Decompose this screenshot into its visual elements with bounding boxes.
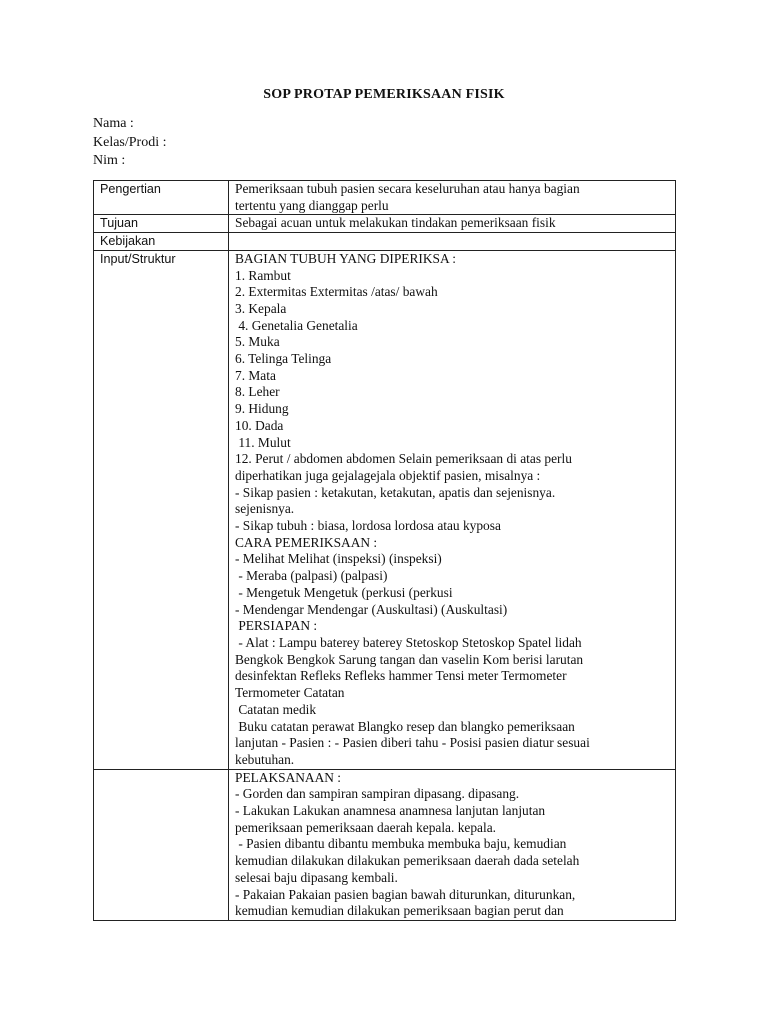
row-value-kebijakan <box>229 233 676 251</box>
text-line: 8. Leher <box>235 384 280 400</box>
text-line: 5. Muka <box>235 334 280 350</box>
text-line: kebutuhan. <box>235 751 295 767</box>
row-value-pengertian <box>229 181 676 215</box>
text-line: Catatan medik <box>235 701 317 717</box>
row-label-tujuan: Tujuan <box>94 215 229 233</box>
text-line: lanjutan - Pasien : - Pasien diberi tahu - Posisi pasien diatur sesuai <box>235 735 590 751</box>
identity-fields <box>93 115 167 171</box>
text-line: 9. Hidung <box>235 401 289 417</box>
row-label-kebijakan: Kebijakan <box>94 233 229 251</box>
text-line: - Meraba (palpasi) (palpasi) <box>235 568 388 584</box>
row-label-input-struktur: Input/Struktur <box>94 250 229 769</box>
row-label-pengertian: Pengertian <box>94 181 229 215</box>
text-line: - Mendengar Mendengar (Auskultasi) (Auskultasi) <box>235 601 508 617</box>
text-line: - Sikap tubuh : biasa, lordosa lordosa atau kyposa <box>235 518 501 534</box>
nim-field: Nim : <box>93 153 126 168</box>
text-line: sejenisnya. <box>235 501 295 517</box>
text-line: kemudian kemudian dilakukan pemeriksaan bagian perut dan <box>235 903 564 919</box>
text-line: - Sikap pasien : ketakutan, ketakutan, apatis dan sejenisnya. <box>235 484 556 500</box>
text-line: PELAKSANAAN : <box>235 769 342 785</box>
row-input-struktur <box>94 250 676 769</box>
text-line: - Gorden dan sampiran sampiran dipasang. dipasang. <box>235 786 520 802</box>
text-line: - Melihat Melihat (inspeksi) (inspeksi) <box>235 551 442 567</box>
text-line: selesai baju dipasang kembali. <box>235 869 398 885</box>
row-pelaksanaan <box>94 769 676 920</box>
text-line: BAGIAN TUBUH YANG DIPERIKSA : <box>235 250 456 266</box>
text-line: kemudian dilakukan dilakukan pemeriksaan daerah dada setelah <box>235 853 580 869</box>
text-line: 11. Mulut <box>235 434 291 450</box>
row-label-pelaksanaan <box>94 769 229 920</box>
text-line: - Alat : Lampu baterey baterey Stetoskop Stetoskop Spatel lidah <box>235 634 582 650</box>
text-line: CARA PEMERIKSAAN : <box>235 534 378 550</box>
row-pengertian <box>94 181 676 215</box>
text-line: Pemeriksaan tubuh pasien secara keseluruhan atau hanya bagian <box>235 181 580 196</box>
text-line: 7. Mata <box>235 367 276 383</box>
kelas-prodi-field: Kelas/Prodi : <box>93 134 167 150</box>
sop-table <box>93 180 676 921</box>
text-line: 4. Genetalia Genetalia <box>235 317 358 333</box>
text-line: Termometer Catatan <box>235 685 345 701</box>
text-line: - Lakukan Lakukan anamnesa anamnesa lanjutan lanjutan <box>235 803 546 819</box>
row-kebijakan <box>94 233 676 251</box>
text-line: PERSIAPAN : <box>235 618 318 634</box>
text-line: - Pasien dibantu dibantu membuka membuka baju, kemudian <box>235 836 567 852</box>
text-line: 2. Extermitas Extermitas /atas/ bawah <box>235 284 438 300</box>
text-line: Sebagai acuan untuk melakukan tindakan pemeriksaan fisik <box>235 215 556 231</box>
text-line: diperhatikan juga gejalagejala objektif pasien, misalnya : <box>235 467 541 483</box>
row-value-tujuan <box>229 215 676 233</box>
text-line: 6. Telinga Telinga <box>235 351 332 367</box>
row-value-input-struktur <box>229 250 676 769</box>
text-line: desinfektan Refleks Refleks hammer Tensi meter Termometer <box>235 668 567 684</box>
text-line: 10. Dada <box>235 417 284 433</box>
text-line: Bengkok Bengkok Sarung tangan dan vaselin Kom berisi larutan <box>235 651 584 667</box>
text-line: 1. Rambut <box>235 267 291 283</box>
text-line: - Pakaian Pakaian pasien bagian bawah diturunkan, diturunkan, <box>235 886 576 902</box>
text-line: - Mengetuk Mengetuk (perkusi (perkusi <box>235 584 453 600</box>
text-line: pemeriksaan pemeriksaan daerah kepala. kepala. <box>235 819 496 835</box>
row-value-pelaksanaan <box>229 769 676 920</box>
nama-field: Nama : <box>93 116 134 131</box>
text-line: 3. Kepala <box>235 300 287 316</box>
text-line: Buku catatan perawat Blangko resep dan blangko pemeriksaan <box>235 718 575 734</box>
text-line: tertentu yang dianggap perlu <box>235 197 389 213</box>
document-title: SOP PROTAP PEMERIKSAAN FISIK <box>263 87 505 102</box>
row-tujuan <box>94 215 676 233</box>
text-line: 12. Perut / abdomen abdomen Selain pemeriksaan di atas perlu <box>235 451 572 467</box>
